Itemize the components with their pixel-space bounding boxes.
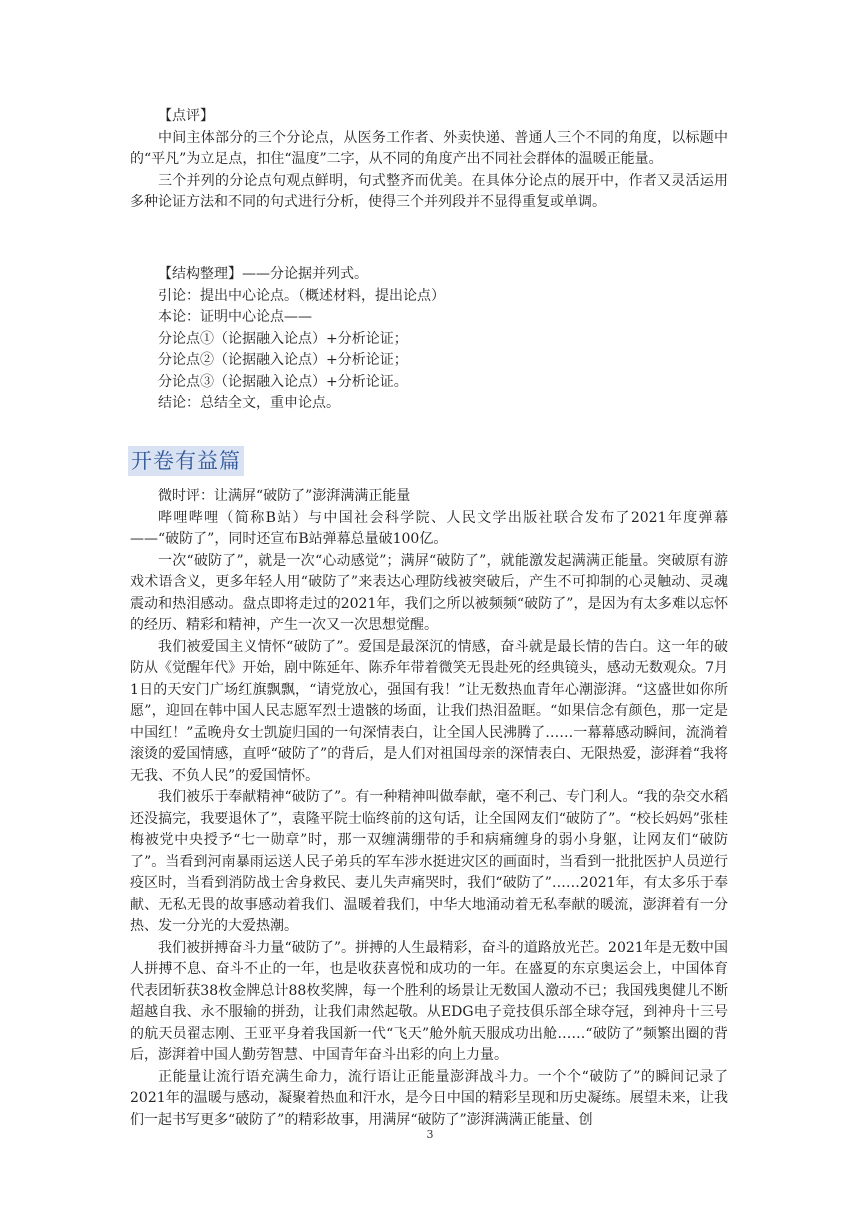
article-paragraph: 正能量让流行语充满生命力，流行语让正能量澎湃战斗力。一个个“破防了”的瞬间记录了2021年的温暖与感动，凝聚着热血和汗水，是今日中国的精彩呈现和历史凝练。展望未来，让我们一起书写更多“破防了”的精彩故事，用满屏“破防了”澎湃满满正能量、创 bbox=[130, 1068, 728, 1128]
structure-line: 引论：提出中心论点。（概述材料，提出论点） bbox=[158, 287, 445, 304]
page-number: 3 bbox=[426, 1128, 434, 1141]
section-title: 开卷有益篇 bbox=[128, 446, 244, 476]
comment-paragraph: 三个并列的分论点句观点鲜明，句式整齐而优美。在具体分论点的展开中，作者又灵活运用多种论证方法和不同的句式进行分析，使得三个并列段并不显得重复或单调。 bbox=[130, 172, 728, 210]
structure-heading: 【结构整理】——分论据并列式。 bbox=[158, 266, 368, 282]
structure-line: 分论点①（论据融入论点）+分析论证； bbox=[158, 330, 408, 347]
comment-heading: 【点评】 bbox=[158, 108, 214, 124]
article-paragraph: 我们被拼搏奋斗力量“破防了”。拼搏的人生最精彩，奋斗的道路放光芒。2021年是无数中国人拼搏不息、奋斗不止的一年，也是收获喜悦和成功的一年。在盛夏的东京奥运会上，中国体育代表团斩获38枚金牌总计88枚奖牌，每一个胜利的场景让无数国人激动不已；我国残奥健儿不断超越自我、永不服输的拼劲，让我们肃然起敬。从EDG电子竞技俱乐部全球夺冠，到神舟十三号的航天员翟志刚、王亚平身着我国新一代“飞天”舱外航天服成功出舱……“破防了”频繁出圈的背后，澎湃着中国人勤劳智慧、中国青年奋斗出彩的向上力量。 bbox=[130, 939, 728, 1063]
structure-line: 本论：证明中心论点—— bbox=[158, 309, 312, 325]
structure-section bbox=[130, 264, 728, 415]
article-paragraph: 哔哩哔哩（简称B站）与中国社会科学院、人民文学出版社联合发布了2021年度弹幕——“破防了”，同时还宣布B站弹幕总量破100亿。 bbox=[130, 509, 728, 547]
article-section bbox=[130, 486, 728, 1131]
comment-section bbox=[130, 106, 728, 214]
structure-line: 分论点②（论据融入论点）+分析论证； bbox=[158, 352, 408, 368]
structure-line: 结论：总结全文，重申论点。 bbox=[158, 395, 340, 411]
structure-line: 分论点③（论据融入论点）+分析论证。 bbox=[158, 373, 408, 390]
comment-paragraph: 中间主体部分的三个分论点，从医务工作者、外卖快递、普通人三个不同的角度，以标题中的“平凡”为立足点，扣住“温度”二字，从不同的角度产出不同社会群体的温暖正能量。 bbox=[130, 129, 728, 167]
article-paragraph: 一次“破防了”，就是一次“心动感觉”；满屏“破防了”，就能激发起满满正能量。突破原有游戏术语含义，更多年轻人用“破防了”来表达心理防线被突破后，产生不可抑制的心灵触动、灵魂震动和热泪感动。盘点即将走过的2021年，我们之所以被频频“破防了”，是因为有太多难以忘怀的经历、精彩和精神，产生一次又一次思想觉醒。 bbox=[130, 552, 728, 633]
article-paragraph: 我们被爱国主义情怀“破防了”。爱国是最深沉的情感，奋斗就是最长情的告白。这一年的破防从《觉醒年代》开始，剧中陈延年、陈乔年带着微笑无畏赴死的经典镜头，感动无数观众。7月1日的天安门广场红旗飘飘，“请党放心，强国有我！”让无数热血青年心潮澎湃。“这盛世如你所愿”，迎回在韩中国人民志愿军烈士遗骸的场面，让我们热泪盈眶。“如果信念有颜色，那一定是中国红！”孟晚舟女士凯旋归国的一句深情表白，让全国人民沸腾了……一幕幕感动瞬间，流淌着滚烫的爱国情感，直呼“破防了”的背后，是人们对祖国母亲的深情表白、无限热爱，澎湃着“我将无我、不负人民”的爱国情怀。 bbox=[130, 638, 728, 784]
article-paragraph: 我们被乐于奉献精神“破防了”。有一种精神叫做奉献，毫不利己、专门利人。“我的杂交水稻还没搞完，我要退休了”，袁隆平院士临终前的这句话，让全国网友们“破防了”。“校长妈妈”张桂梅被党中央授予“七一勋章”时，那一双缠满绷带的手和病痛缠身的弱小身躯，让网友们“破防了”。当看到河南暴雨运送人民子弟兵的军车涉水挺进灾区的画面时，当看到一批批医护人员逆行疫区时，当看到消防战士舍身救民、妻儿失声痛哭时，我们“破防了”……2021年，有太多乐于奉献、无私无畏的故事感动着我们、温暖着我们，中华大地涌动着无私奉献的暖流，澎湃着有一分热、发一分光的大爱热潮。 bbox=[130, 789, 728, 934]
article-title: 微时评：让满屏“破防了”澎湃满满正能量 bbox=[158, 488, 411, 504]
